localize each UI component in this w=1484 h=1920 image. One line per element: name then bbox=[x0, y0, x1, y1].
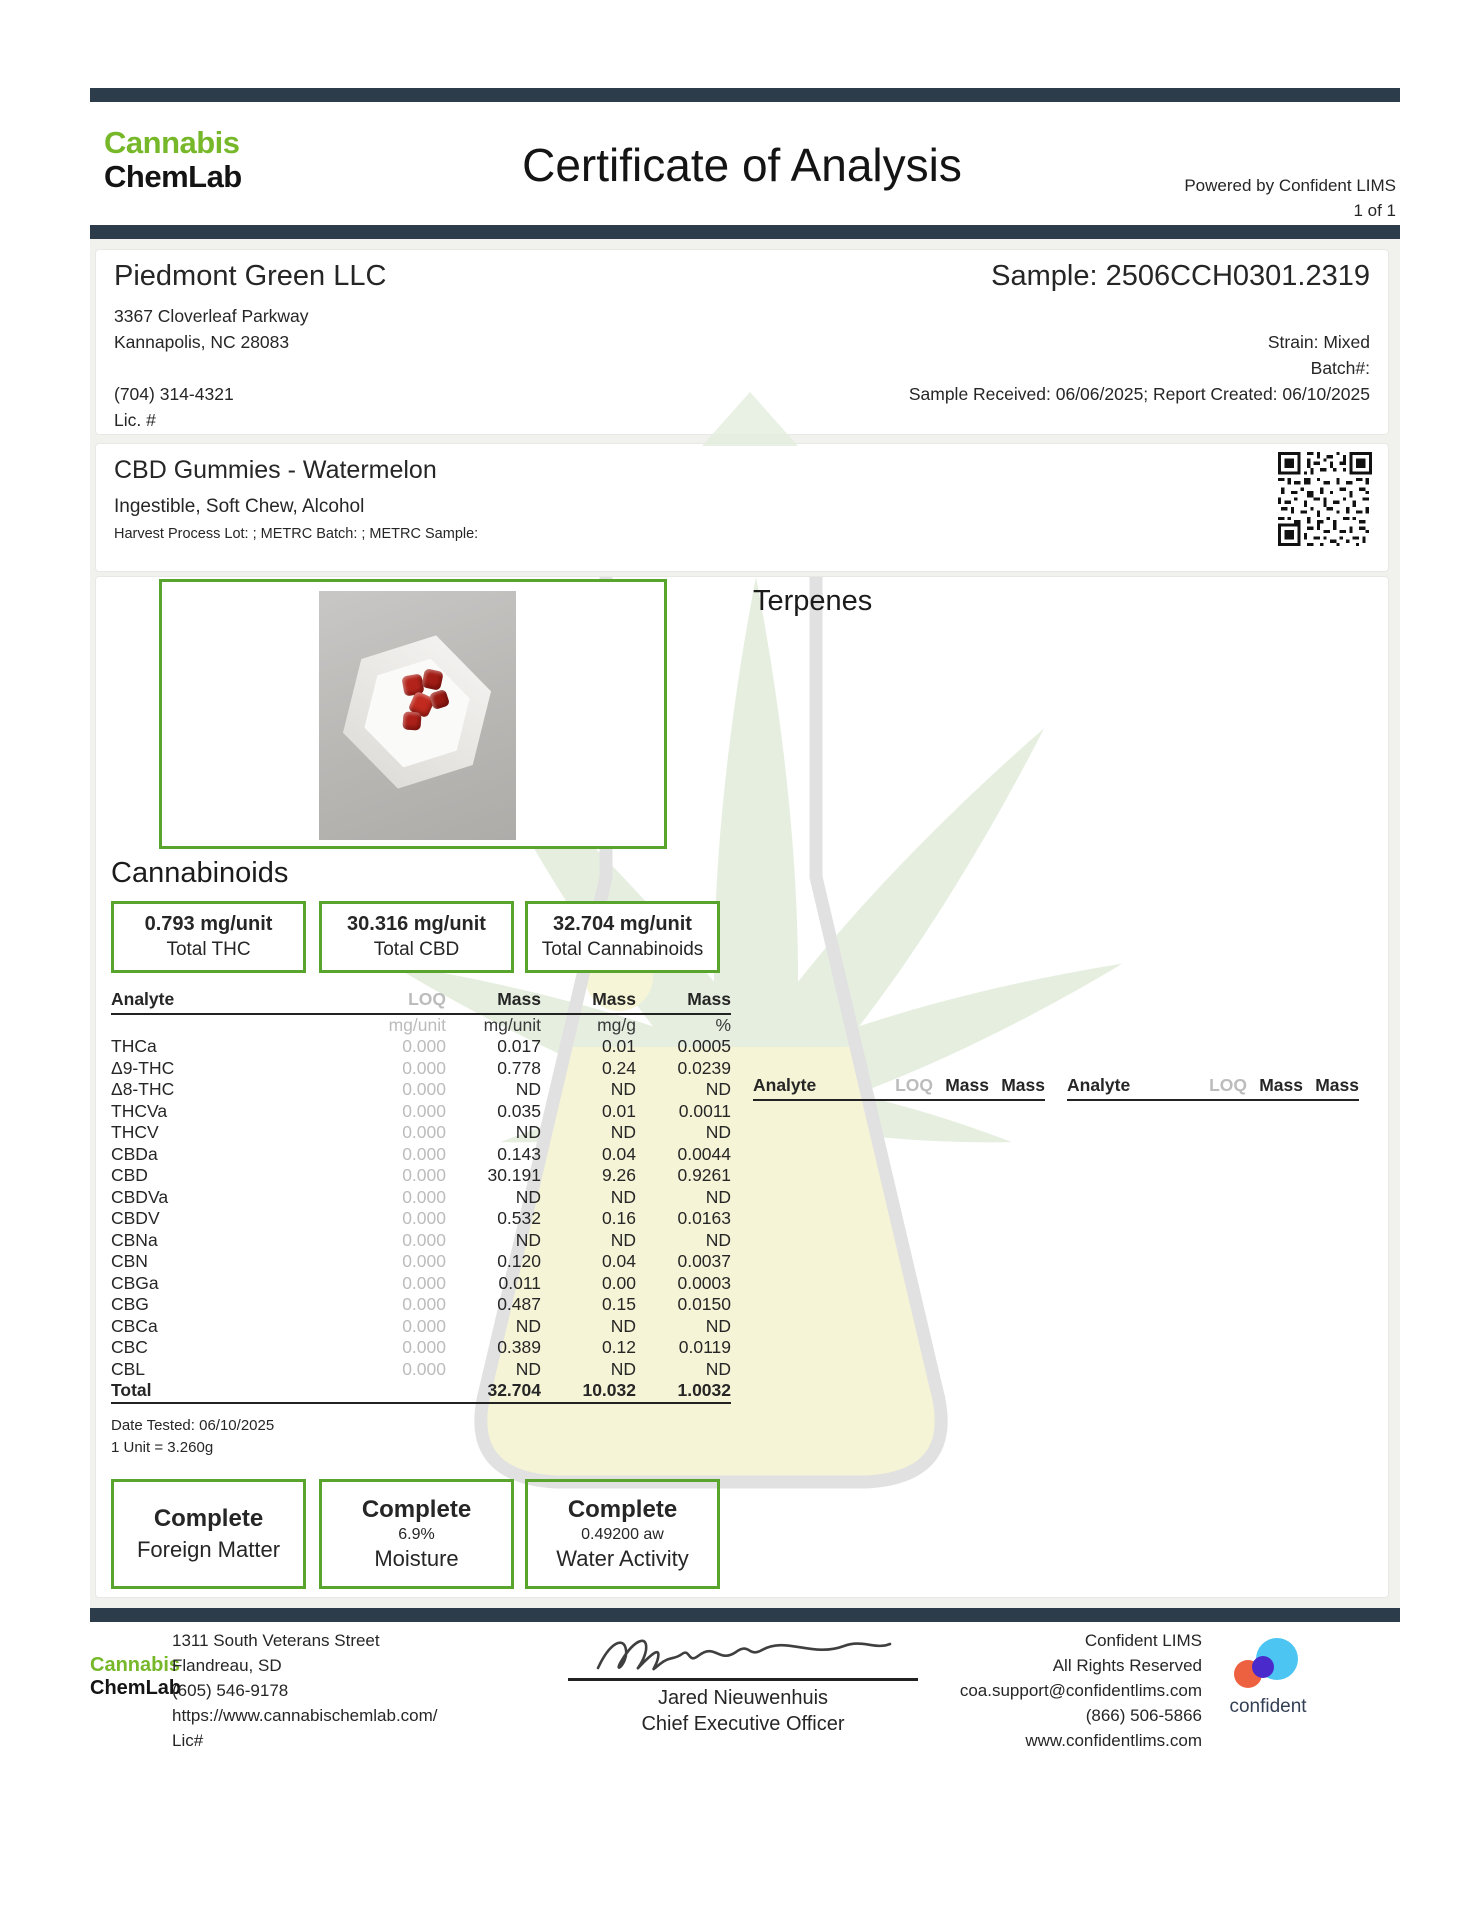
total-cbd-label: Total CBD bbox=[373, 939, 460, 960]
cannabinoid-row bbox=[111, 1359, 731, 1381]
water-activity-label: Water Activity bbox=[556, 1546, 689, 1571]
analyte-loq: 0.000 bbox=[402, 1165, 446, 1185]
analyte-mass-mg-unit: ND bbox=[515, 1358, 541, 1379]
moisture-status: Complete bbox=[361, 1496, 472, 1523]
water-activity-value: 0.49200 aw bbox=[581, 1526, 664, 1543]
total-thc-label: Total THC bbox=[166, 939, 251, 960]
analysis-card bbox=[95, 576, 1389, 1598]
analyte-name: CBNa bbox=[111, 1229, 158, 1250]
cannabinoid-row bbox=[111, 1122, 731, 1144]
analyte-mass-mg-unit: 0.389 bbox=[497, 1337, 541, 1357]
loq-header: LOQ bbox=[281, 989, 446, 1014]
cannabinoids-heading: Cannabinoids bbox=[111, 857, 289, 889]
terpenes-table-header-left bbox=[753, 1075, 1045, 1101]
foreign-matter-label: Foreign Matter bbox=[136, 1537, 281, 1562]
client-address-line2: Kannapolis, NC 28083 bbox=[114, 332, 290, 352]
client-info bbox=[114, 260, 386, 433]
analyte-name: THCa bbox=[111, 1036, 157, 1056]
analyte-name: THCV bbox=[111, 1122, 159, 1142]
cannabinoid-row bbox=[111, 1337, 731, 1359]
powered-by-text: Powered by Confident LIMS bbox=[1184, 176, 1396, 195]
total-cannabinoids-box bbox=[525, 901, 720, 973]
analyte-mass-percent: 0.0150 bbox=[677, 1294, 731, 1314]
cannabinoid-row bbox=[111, 1208, 731, 1230]
analyte-mass-mg-unit: ND bbox=[515, 1186, 541, 1207]
terpene-loq-header: LOQ bbox=[895, 1075, 933, 1095]
analyte-loq: 0.000 bbox=[402, 1294, 446, 1314]
analyte-mass-mg-unit: ND bbox=[515, 1079, 541, 1099]
terpene-mass-header: Mass bbox=[1259, 1075, 1303, 1095]
analyte-mass-mg-unit: 0.143 bbox=[497, 1143, 541, 1164]
analyte-mass-mg-g: ND bbox=[610, 1186, 636, 1207]
terpene-analyte-header: Analyte bbox=[753, 1075, 817, 1095]
total-cannabinoids-value: 32.704 mg/unit bbox=[553, 913, 692, 935]
analyte-header: Analyte bbox=[111, 989, 281, 1014]
sample-info bbox=[909, 260, 1370, 407]
cannabinoid-row bbox=[111, 1079, 731, 1101]
sample-batch: Batch#: bbox=[1310, 358, 1370, 378]
analyte-loq: 0.000 bbox=[402, 1079, 446, 1099]
cannabinoid-row bbox=[111, 1165, 731, 1187]
total-cannabinoids-label: Total Cannabinoids bbox=[541, 939, 704, 960]
analyte-mass-mg-g: 0.01 bbox=[601, 1100, 636, 1121]
cannabinoid-row bbox=[111, 1273, 731, 1295]
units-row: mg/unit mg/unit mg/g % bbox=[388, 1014, 731, 1035]
analyte-mass-mg-g: 0.12 bbox=[601, 1337, 636, 1357]
total-thc-value: 0.793 mg/unit bbox=[144, 913, 273, 935]
lab-address-block bbox=[172, 1628, 438, 1753]
total-thc-box bbox=[111, 901, 306, 973]
analyte-mass-mg-unit: 30.191 bbox=[487, 1165, 541, 1185]
mass-header: Mass bbox=[636, 989, 731, 1014]
sample-strain: Strain: Mixed bbox=[1267, 332, 1370, 352]
analyte-mass-percent: ND bbox=[705, 1186, 731, 1207]
sample-id: Sample: 2506CCH0301.2319 bbox=[991, 260, 1370, 292]
cannabinoid-row bbox=[111, 1251, 731, 1273]
terpene-analyte-header: Analyte bbox=[1067, 1075, 1131, 1095]
analyte-mass-percent: ND bbox=[705, 1079, 731, 1099]
cannabinoid-row bbox=[111, 1058, 731, 1080]
terpene-mass-header: Mass bbox=[1315, 1075, 1359, 1095]
mass-header: Mass bbox=[446, 989, 541, 1014]
analyte-name: THCVa bbox=[111, 1100, 168, 1121]
signature-line bbox=[568, 1678, 918, 1681]
analyte-mass-mg-g: ND bbox=[610, 1229, 636, 1250]
analyte-name: CBGa bbox=[111, 1272, 159, 1293]
analyte-mass-percent: 0.0163 bbox=[677, 1208, 731, 1228]
cannabinoid-row bbox=[111, 1294, 731, 1316]
signer-title: Chief Executive Officer bbox=[641, 1713, 845, 1735]
cannabinoids-table-header-row bbox=[111, 989, 731, 1014]
analyte-mass-percent: 0.0119 bbox=[678, 1337, 731, 1357]
lab-website-link[interactable]: https://www.cannabischemlab.com/ bbox=[172, 1706, 438, 1725]
moisture-box bbox=[319, 1479, 514, 1589]
terpene-loq-header: LOQ bbox=[1209, 1075, 1247, 1095]
analyte-name: CBDVa bbox=[111, 1186, 169, 1207]
date-tested: Date Tested: 06/10/2025 bbox=[111, 1417, 275, 1434]
analyte-loq: 0.000 bbox=[402, 1057, 446, 1078]
analyte-loq: 0.000 bbox=[402, 1143, 446, 1164]
analyte-loq: 0.000 bbox=[402, 1036, 446, 1056]
lab-phone: (605) 546-9178 bbox=[172, 1681, 289, 1700]
analyte-loq: 0.000 bbox=[402, 1315, 446, 1336]
signer-name: Jared Nieuwenhuis bbox=[657, 1687, 829, 1709]
analyte-loq: 0.000 bbox=[402, 1337, 446, 1357]
analyte-mass-mg-g: 9.26 bbox=[601, 1165, 636, 1185]
cannabis-leaf-watermark-tip bbox=[702, 392, 798, 446]
terpenes-heading: Terpenes bbox=[753, 585, 873, 617]
analyte-mass-mg-g: ND bbox=[610, 1315, 636, 1336]
analyte-name: CBDa bbox=[111, 1143, 158, 1164]
sample-dates: Sample Received: 06/06/2025; Report Created: 06/10/2025 bbox=[908, 384, 1370, 404]
total-row: Total 32.704 10.032 1.0032 bbox=[111, 1380, 731, 1403]
analyte-name: CBC bbox=[111, 1337, 148, 1357]
gummy-piece bbox=[402, 711, 421, 730]
analyte-loq: 0.000 bbox=[402, 1229, 446, 1250]
analyte-mass-mg-unit: 0.120 bbox=[497, 1251, 541, 1271]
lab-logo-line2: ChemLab bbox=[104, 159, 242, 194]
product-lot-info: Harvest Process Lot: ; METRC Batch: ; METRC Sample: bbox=[114, 526, 479, 542]
lab-street: 1311 South Veterans Street bbox=[172, 1631, 380, 1650]
analyte-mass-mg-unit: 0.532 bbox=[497, 1208, 541, 1228]
analyte-mass-percent: 0.0011 bbox=[678, 1100, 731, 1121]
analyte-loq: 0.000 bbox=[402, 1186, 446, 1207]
footer-divider-bar bbox=[90, 1608, 1400, 1622]
confident-logo-icon bbox=[1226, 1638, 1310, 1694]
client-phone: (704) 314-4321 bbox=[114, 384, 234, 404]
analyte-mass-percent: 0.0239 bbox=[677, 1057, 731, 1078]
analyte-loq: 0.000 bbox=[402, 1358, 446, 1379]
lims-website-link[interactable]: www.confidentlims.com bbox=[1025, 1731, 1202, 1750]
analyte-loq: 0.000 bbox=[402, 1100, 446, 1121]
confident-logo-text: confident bbox=[1229, 1696, 1307, 1717]
cannabinoid-row bbox=[111, 1144, 731, 1166]
product-name: CBD Gummies - Watermelon bbox=[114, 456, 437, 484]
moisture-value: 6.9% bbox=[398, 1526, 435, 1543]
total-cbd-box bbox=[319, 901, 514, 973]
cannabinoid-row bbox=[111, 1316, 731, 1338]
analyte-name: CBL bbox=[111, 1358, 146, 1379]
lims-info-block bbox=[882, 1628, 1202, 1753]
client-name: Piedmont Green LLC bbox=[114, 260, 387, 292]
terpenes-table-header-right bbox=[1067, 1075, 1359, 1101]
analyte-mass-percent: ND bbox=[705, 1315, 731, 1336]
lims-rights: All Rights Reserved bbox=[1052, 1656, 1202, 1675]
header-divider-bar bbox=[90, 225, 1400, 239]
product-type: Ingestible, Soft Chew, Alcohol bbox=[114, 496, 365, 517]
analyte-mass-mg-g: 0.04 bbox=[601, 1251, 636, 1271]
unit-note: 1 Unit = 3.260g bbox=[111, 1439, 214, 1456]
confident-purple-circle bbox=[1252, 1656, 1274, 1678]
analyte-mass-mg-g: 0.15 bbox=[601, 1294, 636, 1314]
analyte-mass-percent: ND bbox=[705, 1229, 731, 1250]
analyte-loq: 0.000 bbox=[402, 1208, 446, 1228]
analyte-name: CBCa bbox=[111, 1315, 158, 1336]
total-cbd-value: 30.316 mg/unit bbox=[347, 913, 486, 935]
analyte-mass-percent: ND bbox=[705, 1122, 731, 1142]
product-photo-frame bbox=[159, 579, 667, 849]
qr-code-icon bbox=[1278, 452, 1372, 546]
analyte-mass-mg-g: 0.01 bbox=[601, 1036, 636, 1056]
analyte-name: Δ9-THC bbox=[111, 1057, 175, 1078]
analyte-name: CBDV bbox=[111, 1208, 160, 1228]
analyte-mass-mg-g: 0.16 bbox=[601, 1208, 636, 1228]
analyte-mass-mg-g: ND bbox=[610, 1122, 636, 1142]
analyte-mass-percent: 0.9261 bbox=[677, 1165, 731, 1185]
terpene-mass-header: Mass bbox=[945, 1075, 989, 1095]
analyte-mass-mg-unit: 0.778 bbox=[497, 1057, 541, 1078]
water-activity-status: Complete bbox=[567, 1496, 678, 1523]
analyte-mass-mg-g: 0.00 bbox=[601, 1272, 636, 1293]
lims-phone: (866) 506-5866 bbox=[1085, 1706, 1202, 1725]
cannabinoid-row bbox=[111, 1230, 731, 1252]
analyte-mass-mg-unit: ND bbox=[515, 1315, 541, 1336]
lims-name: Confident LIMS bbox=[1084, 1631, 1202, 1650]
page-number: 1 of 1 bbox=[1353, 201, 1396, 220]
document-title: Certificate of Analysis bbox=[522, 139, 962, 191]
analyte-mass-percent: 0.0005 bbox=[677, 1036, 731, 1056]
cannabinoid-row bbox=[111, 1101, 731, 1123]
mass-header: Mass bbox=[541, 989, 636, 1014]
analyte-mass-mg-g: 0.04 bbox=[601, 1143, 636, 1164]
confident-logo bbox=[1226, 1638, 1310, 1718]
analyte-mass-mg-unit: 0.011 bbox=[498, 1272, 541, 1293]
analyte-mass-mg-g: ND bbox=[610, 1358, 636, 1379]
analyte-name: CBD bbox=[111, 1165, 148, 1185]
analyte-mass-percent: 0.0044 bbox=[677, 1143, 731, 1164]
analyte-loq: 0.000 bbox=[402, 1122, 446, 1142]
analyte-mass-percent: ND bbox=[705, 1358, 731, 1379]
analyte-name: Δ8-THC bbox=[111, 1079, 175, 1099]
water-activity-box bbox=[525, 1479, 720, 1589]
cannabinoid-row bbox=[111, 1187, 731, 1209]
analyte-name: CBG bbox=[111, 1294, 149, 1314]
analyte-mass-percent: 0.0003 bbox=[677, 1272, 731, 1293]
analyte-mass-mg-unit: ND bbox=[515, 1122, 541, 1142]
client-license: Lic. # bbox=[114, 410, 156, 430]
foreign-matter-status: Complete bbox=[153, 1505, 264, 1532]
analyte-mass-mg-g: 0.24 bbox=[601, 1057, 636, 1078]
analyte-loq: 0.000 bbox=[402, 1272, 446, 1293]
analyte-loq: 0.000 bbox=[402, 1251, 446, 1271]
footer-lab-logo-line1: Cannabis bbox=[90, 1654, 181, 1676]
analyte-mass-mg-unit: 0.017 bbox=[497, 1036, 541, 1056]
product-card bbox=[95, 443, 1389, 572]
lab-license: Lic# bbox=[172, 1731, 204, 1750]
moisture-label: Moisture bbox=[374, 1546, 459, 1571]
product-photo bbox=[319, 591, 516, 840]
analyte-mass-percent: 0.0037 bbox=[677, 1251, 731, 1271]
footer-lab-logo bbox=[90, 1654, 181, 1700]
analyte-mass-mg-unit: 0.035 bbox=[497, 1100, 541, 1121]
footer-lab-logo-line2: ChemLab bbox=[90, 1677, 182, 1699]
cannabinoids-table bbox=[111, 989, 731, 1404]
analyte-mass-mg-g: ND bbox=[610, 1079, 636, 1099]
analyte-mass-mg-unit: ND bbox=[515, 1229, 541, 1250]
analyte-mass-mg-unit: 0.487 bbox=[497, 1294, 541, 1314]
cannabinoid-row bbox=[111, 1036, 731, 1058]
lab-city: Flandreau, SD bbox=[172, 1656, 282, 1675]
foreign-matter-box bbox=[111, 1479, 306, 1589]
client-address-line1: 3367 Cloverleaf Parkway bbox=[114, 306, 309, 326]
analyte-name: CBN bbox=[111, 1251, 148, 1271]
signature bbox=[590, 1624, 900, 1680]
test-notes bbox=[111, 1415, 274, 1459]
terpene-mass-header: Mass bbox=[1001, 1075, 1045, 1095]
lims-email-link[interactable]: coa.support@confidentlims.com bbox=[959, 1681, 1202, 1700]
top-divider-bar bbox=[90, 88, 1400, 102]
lab-logo-line1: Cannabis bbox=[104, 125, 240, 160]
